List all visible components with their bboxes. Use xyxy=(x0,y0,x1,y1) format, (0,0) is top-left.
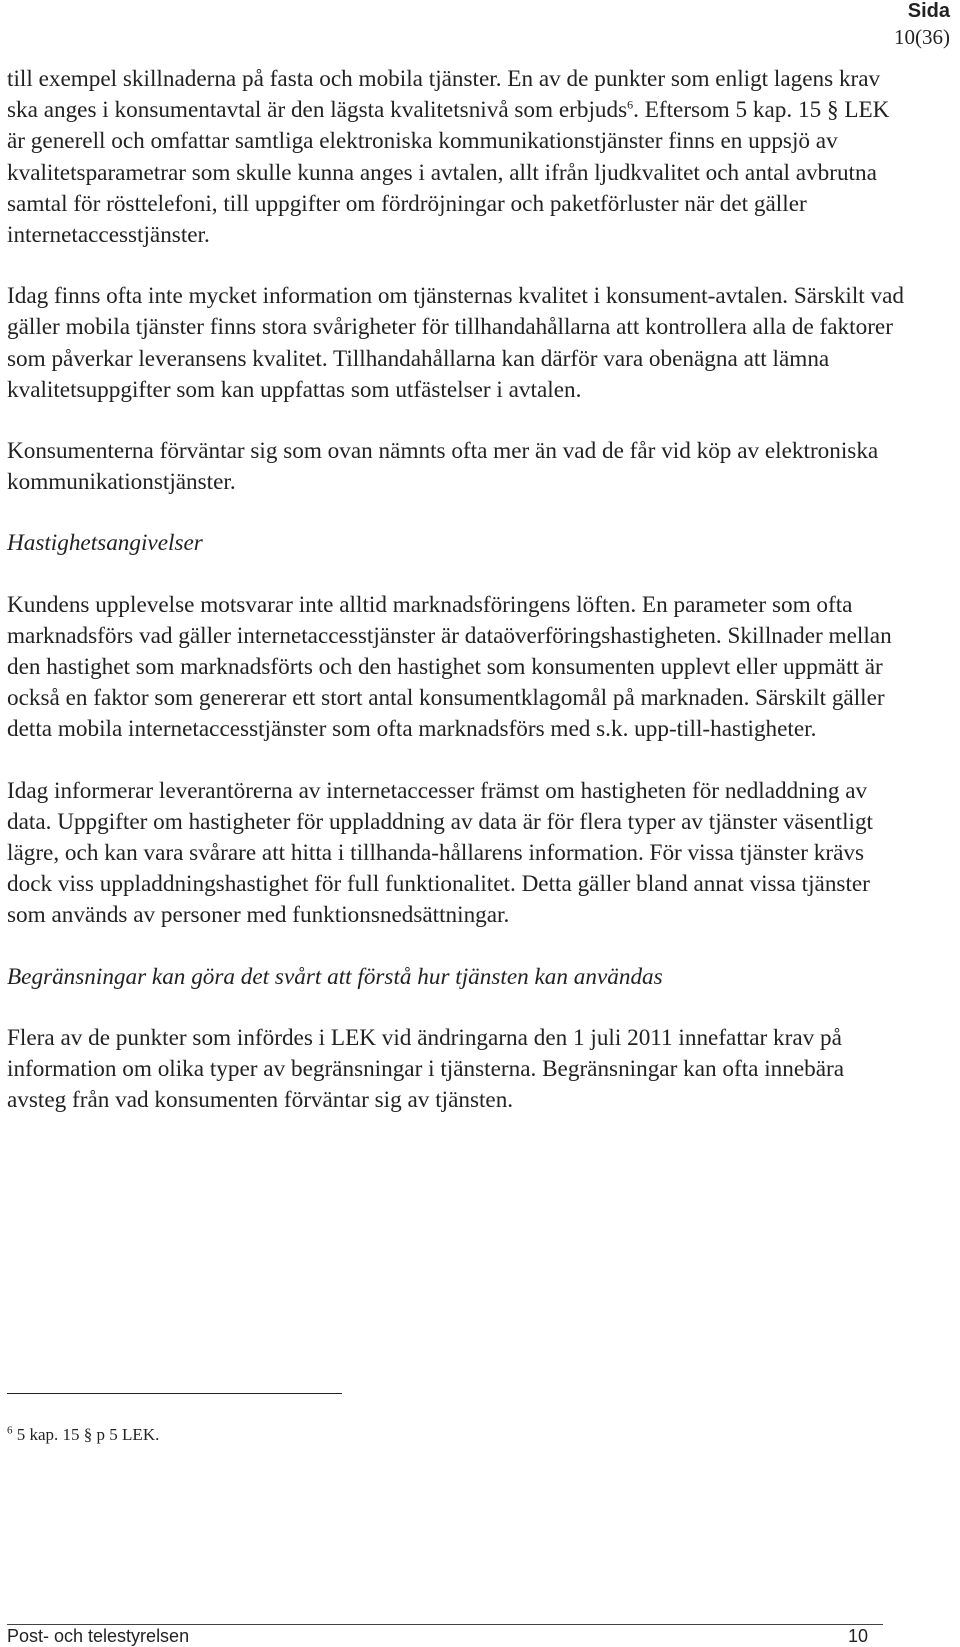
section-heading-speed: Hastighetsangivelser xyxy=(7,530,203,557)
page-word: Sida xyxy=(907,0,950,22)
footnote-separator xyxy=(7,1393,342,1394)
paragraph-2: Idag finns ofta inte mycket information om tjänsternas kvalitet i konsument-avtalen. Särskilt vad gäller mobila tjänster finns stora svårigheter för tillhandahållarna att kontrollera alla de faktorer som påverkar leveransens kvalitet. Tillhandahållarna kan därför vara obenägna att lämna kvalitetsuppgifter som kan uppfattas som utfästelser i avtalen. xyxy=(7,283,905,403)
page-number: 10(36) xyxy=(894,25,950,49)
footnote-reference[interactable]: 6 xyxy=(627,97,634,112)
footnote-text: 5 kap. 15 § p 5 LEK. xyxy=(12,1425,160,1444)
paragraph-5: Idag informerar leverantörerna av internetaccesser främst om hastigheten för nedladdning av data. Uppgifter om hastigheter för uppladdning av data är för flera typer av tjänster väsentligt lägre, och kan vara svårare att hitta i tillhanda-hållarens information. För vissa tjänster krävs dock viss uppladdningshastighet för full funktionalitet. Detta gäller bland annat vissa tjänster som används av personer med funktionsnedsättningar. xyxy=(7,777,873,929)
paragraph-3: Konsumenterna förväntar sig som ovan nämnts ofta mer än vad de får vid köp av elektroniska kommunikationstjänster. xyxy=(7,438,879,496)
paragraph-1-part-b: . Eftersom 5 kap. 15 § LEK är generell och omfattar samtliga elektroniska kommunikationstjänster finns en uppsjö av kvalitetsparametrar som skulle kunna anges i avtalen, allt ifrån ljudkvalitet och antal avbrutna samtal för rösttelefoni, till uppgifter om fördröjningar och paketförluster när det gäller internetaccesstjänster. xyxy=(7,97,890,249)
footnote-marker: 6 xyxy=(7,1424,13,1437)
paragraph-6: Flera av de punkter som infördes i LEK vid ändringarna den 1 juli 2011 innefattar krav på information om olika typer av begränsningar i tjänsterna. Begränsningar kan ofta innebära avsteg från vad konsumenten förväntar sig av tjänsten. xyxy=(7,1024,845,1114)
page-indicator xyxy=(894,0,950,50)
footer-organization: Post- och telestyrelsen xyxy=(7,1626,190,1646)
section-heading-limitations: Begränsningar kan göra det svårt att förstå hur tjänsten kan användas xyxy=(7,963,663,990)
paragraph-1-part-a: till exempel skillnaderna på fasta och mobila tjänster. En av de punkter som enligt lagens krav ska anges i konsumentavtal är den lägsta kvalitetsnivå som erbjuds xyxy=(7,66,881,124)
paragraph-4: Kundens upplevelse motsvarar inte alltid marknadsföringens löften. En parameter som ofta marknadsförs vad gäller internetaccesstjänster är dataöverföringshastigheten. Skillnader mellan den hastighet som marknadsförts och den hastighet som konsumenten upplevt eller uppmätt är också en faktor som genererar ett stort antal konsumentklagomål på marknaden. Särskilt gäller detta mobila internetaccesstjänster som ofta marknadsförs med s.k. upp-till-hastigheter. xyxy=(7,591,892,743)
footer-page-number: 10 xyxy=(848,1626,869,1646)
paragraph-1 xyxy=(7,64,907,251)
footnote xyxy=(7,1425,159,1445)
footer-separator xyxy=(7,1624,883,1625)
document-body xyxy=(7,64,907,1146)
